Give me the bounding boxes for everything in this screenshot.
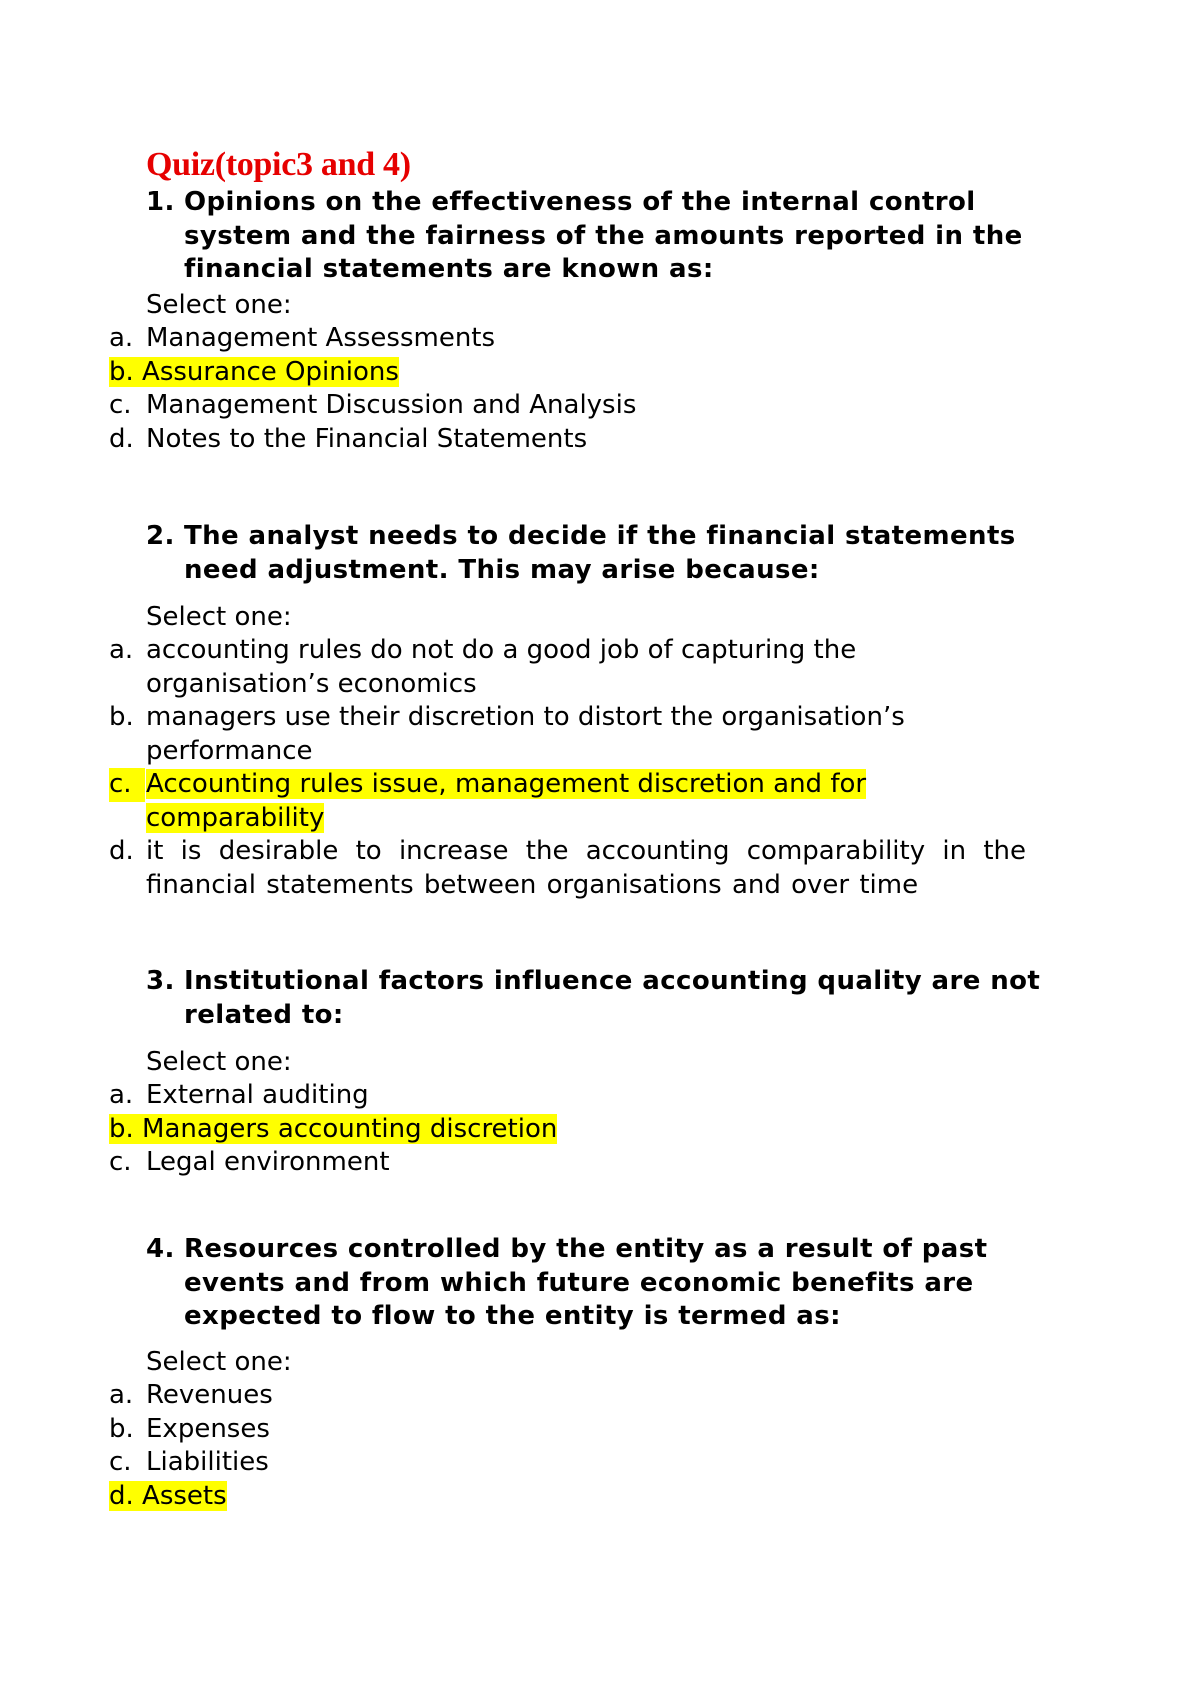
option-text: Liabilities — [146, 1447, 269, 1477]
select-one-label: Select one: — [146, 602, 292, 632]
option-letter: a. — [109, 323, 134, 353]
option-text: accounting rules do not do a good job of capturing the organisation’s economics — [146, 635, 857, 699]
option-text: Management Discussion and Analysis — [146, 390, 637, 420]
answer-option[interactable] — [109, 322, 1069, 356]
answer-options — [109, 322, 1069, 456]
answer-highlight — [109, 1481, 227, 1511]
answer-option[interactable] — [109, 1413, 1069, 1447]
question-number: 4. — [146, 1234, 175, 1264]
option-letter: c. — [109, 1147, 132, 1177]
option-text: managers use their discretion to distort the organisation’s performance — [146, 702, 905, 766]
option-text: Revenues — [146, 1380, 273, 1410]
question-2 — [146, 520, 1066, 587]
answer-options — [109, 1079, 1069, 1180]
option-letter: b. — [109, 702, 134, 732]
question-text: The analyst needs to decide if the financial statements need adjustment. This may arise because: — [184, 521, 1016, 585]
option-letter: d. — [109, 423, 134, 454]
question-number: 2. — [146, 521, 175, 551]
option-letter: c. — [109, 769, 132, 799]
answer-option[interactable] — [109, 1379, 1069, 1413]
option-text: Accounting rules issue, management discretion and for comparability — [146, 769, 867, 833]
option-letter: d. — [109, 836, 134, 866]
option-text: Management Assessments — [146, 323, 496, 353]
option-text: Expenses — [146, 1413, 270, 1444]
answer-option[interactable] — [109, 423, 1069, 457]
question-3 — [146, 965, 1066, 1032]
option-letter: b. — [109, 1113, 134, 1144]
option-text: Managers accounting discretion — [142, 1113, 558, 1144]
answer-option[interactable] — [109, 835, 1026, 902]
answer-option[interactable] — [109, 1079, 1069, 1113]
answer-option-selected[interactable] — [109, 1113, 1069, 1147]
option-letter: d. — [109, 1480, 134, 1511]
answer-option-selected[interactable] — [109, 1480, 1069, 1514]
option-text: External auditing — [146, 1080, 369, 1110]
answer-option[interactable] — [109, 634, 986, 701]
question-number: 3. — [146, 966, 175, 996]
answer-option-selected[interactable] — [109, 768, 986, 835]
option-text: Assurance Opinions — [142, 356, 399, 387]
option-text: Legal environment — [146, 1147, 390, 1177]
question-text: Resources controlled by the entity as a result of past events and from which future economic benefits are expected to flow to the entity is termed as: — [184, 1234, 988, 1331]
question-text: Opinions on the effectiveness of the internal control system and the fairness of the amounts reported in the financial statements are known as: — [184, 187, 1023, 284]
select-one-label: Select one: — [146, 1347, 292, 1377]
option-text: it is desirable to increase the accounting comparability in the financial statements between organisations and over time — [146, 836, 1026, 900]
option-text: Assets — [142, 1480, 227, 1511]
option-letter: a. — [109, 635, 134, 665]
option-letter: c. — [109, 1447, 132, 1477]
answer-option[interactable] — [109, 701, 1016, 768]
option-letter: a. — [109, 1380, 134, 1410]
select-one-label: Select one: — [146, 1047, 292, 1077]
question-1 — [146, 186, 1066, 287]
answer-option[interactable] — [109, 1146, 1069, 1180]
option-text: Notes to the Financial Statements — [146, 423, 588, 454]
answer-options — [109, 1379, 1069, 1513]
question-4 — [146, 1233, 1066, 1334]
answer-highlight — [109, 1114, 557, 1144]
question-number: 1. — [146, 187, 175, 217]
select-one-label: Select one: — [146, 290, 292, 320]
answer-option-selected[interactable] — [109, 356, 1069, 390]
quiz-title: Quiz(topic3 and 4) — [146, 146, 411, 183]
option-letter: c. — [109, 390, 132, 420]
answer-option[interactable] — [109, 389, 1069, 423]
option-letter: a. — [109, 1080, 134, 1110]
option-letter: b. — [109, 1413, 134, 1444]
option-letter: b. — [109, 356, 134, 387]
answer-options — [109, 634, 1069, 902]
answer-option[interactable] — [109, 1446, 1069, 1480]
answer-highlight — [109, 357, 399, 387]
question-text: Institutional factors influence accounting quality are not related to: — [184, 966, 1041, 1030]
